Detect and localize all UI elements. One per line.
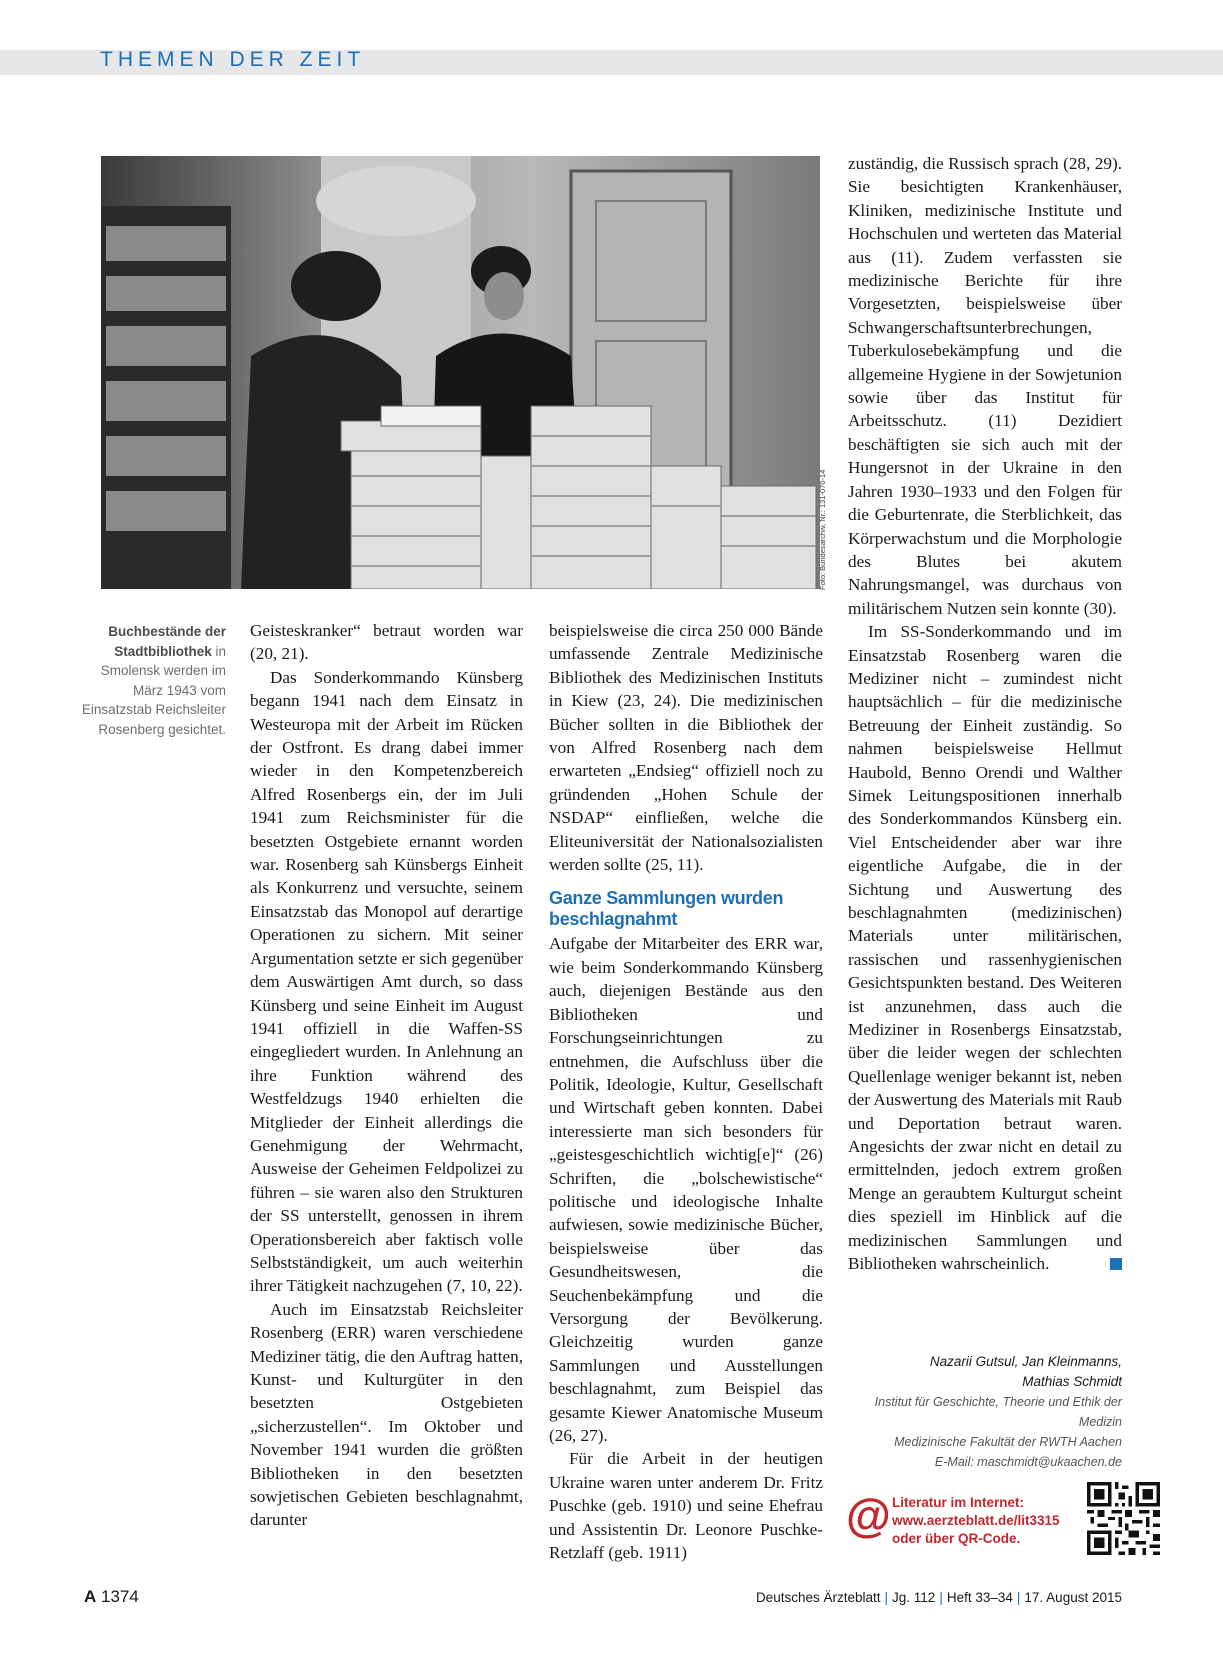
figure-caption xyxy=(78,622,226,739)
section-title: THEMEN DER ZEIT xyxy=(100,48,366,71)
article-column-2 xyxy=(549,619,823,1564)
literature-box xyxy=(846,1486,1086,1558)
page-prefix: A xyxy=(84,1587,97,1606)
literature-link[interactable]: www.aerzteblatt.de/lit3315 xyxy=(892,1513,1060,1528)
author-names xyxy=(848,1352,1122,1392)
archive-photo xyxy=(101,156,820,589)
caption-title: Buchbestände der Stadtbibliothek xyxy=(108,624,226,659)
paragraph: Für die Arbeit in der heutigen Ukraine waren unter anderem Dr. Fritz Puschke (geb. 1910) und seine Ehefrau und Assistentin Dr. Leonore Puschke-Retzlaff (geb. 1911) xyxy=(549,1449,823,1563)
journal-info xyxy=(756,1590,1122,1605)
page-number-value: 1374 xyxy=(101,1587,139,1606)
journal-date: 17. August 2015 xyxy=(1024,1590,1122,1605)
paragraph-final xyxy=(848,620,1122,1275)
author-line: Nazarii Gutsul, Jan Kleinmanns, xyxy=(929,1354,1122,1369)
literature-text xyxy=(892,1494,1060,1548)
literature-qr-note: oder über QR-Code. xyxy=(892,1531,1021,1546)
paragraph: Aufgabe der Mitarbeiter des ERR war, wie beim Sonderkommando Künsberg auch, diejenigen Bestände aus den Bibliotheken und Forschungseinrichtungen zu entnehmen, die Aufschluss über die Politik, Ideologie, Kultur, Gesellschaft und Wirtschaft geben konnten. Dabei interessierte man sich besonders für „geistesgeschichtlich wichtig[e]“ (26) Schriften, die „bolschewistische“ politische und ideologische Inhalte aufwiesen, sowie medizinische Bücher, beispielsweise über das Gesundheitswesen, die Seuchenbekämpfung und die Versorgung der Bevölkerung. Gleichzeitig wurden ganze Sammlungen und Ausstellungen beschlagnahmt, zum Beispiel das gesamte Kiewer Anatomische Museum (26, 27). xyxy=(549,934,823,1445)
article-column-3 xyxy=(848,152,1122,1276)
end-mark-icon xyxy=(1110,1258,1122,1270)
page-number xyxy=(84,1587,139,1607)
affiliation-line: Institut für Geschichte, Theorie und Ethik der Medizin xyxy=(874,1395,1122,1429)
subheading: Ganze Sammlungen wurden beschlagnahmt xyxy=(549,888,784,930)
separator: | xyxy=(939,1590,943,1605)
paragraph: Das Sonderkommando Künsberg begann 1941 nach dem Einsatz in Westeuropa mit der Arbeit im Rücken der Ostfront. Es drang dabei immer wieder in den Kompetenzbereich Alfred Rosenbergs ein, der im Juli 1941 zum Reichsminister für die besetzten Ostgebiete ernannt worden war. Rosenberg sah Künsbergs Einheit als Konkurrenz und versuchte, seinem Einsatzstab das Monopol auf derartige Operationen zu sichern. Mit seiner Argumentation setzte er sich gegenüber dem Auswärtigen Amt durch, so dass Künsberg und seine Einheit im August 1941 offiziell in die Waffen-SS eingegliedert wurden. In Anlehnung an ihre Funktion während des Westfeldzugs 1940 erhielten die Mitglieder der Einheit allerdings die Genehmigung der Wehrmacht, Ausweise der Geheimen Feldpolizei zu führen – sie waren also den Strukturen der SS unterstellt, genossen in ihrem Operationsbereich aber faktisch volle Selbstständigkeit, um auch weiterhin ihrer Tätigkeit nachzugehen (7, 10, 22). xyxy=(250,667,523,1296)
literature-label: Literatur im Internet: xyxy=(892,1495,1025,1510)
journal-issue: Heft 33–34 xyxy=(946,1590,1013,1605)
paragraph: beispielsweise die circa 250 000 Bände umfassende Zentrale Medizinische Bibliothek des Medizinischen Instituts in Kiew (23, 24). Die medizinischen Bücher sollten in die Bibliothek der von Alfred Rosenberg nach dem erwarteten „Endsieg“ offiziell noch zu gründenden „Hohen Schule der NSDAP“ einfließen, welche die Eliteuniversität der Nationalsozialisten werden sollte (25, 11). xyxy=(549,621,823,875)
paragraph-text: Im SS-Sonderkommando und im Einsatzstab Rosenberg waren die Mediziner nicht – zumindest nicht hauptsächlich – für die medizinische Betreuung der Einheit zuständig. So nahmen beispielsweise Hellmut Haubold, Benno Orendi und Walther Simek Leitungspositionen innerhalb des Sonderkommandos Künsberg ein. Viel Entscheidender aber war ihre eigentliche Aufgabe, die in der Sichtung und Auswertung des beschlagnahmten (medizinischen) Materials unter militärischen, rassischen und rassenhygienischen Gesichtspunkten bestand. Des Weiteren ist anzunehmen, dass auch die Mediziner in Rosenbergs Einsatzstab, über die leider wegen der schlechten Quellenlage weniger bekannt ist, neben der Auswertung des Materials mit Raub und Deportation betraut waren. Angesichts der zwar nicht en detail zu ermittelnden, jedoch extrem großen Menge an geraubtem Kulturgut scheint dies speziell im Hinblick auf die medizinischen Sammlungen und Bibliotheken wahrscheinlich. xyxy=(848,622,1122,1274)
author-affiliation xyxy=(830,1392,1122,1472)
journal-volume: Jg. 112 xyxy=(892,1590,936,1605)
caption-text: in Smolensk werden im März 1943 vom Einsatzstab Reichsleiter Rosenberg gesichtet. xyxy=(81,643,226,737)
journal-name: Deutsches Ärzteblatt xyxy=(755,1590,881,1605)
email-link[interactable]: E-Mail: maschmidt@ukaachen.de xyxy=(934,1455,1122,1469)
photo-credit: Foto: Bundesarchiv, Nr.: 131-070-14 xyxy=(818,469,827,590)
affiliation-line: Medizinische Fakultät der RWTH Aachen xyxy=(894,1435,1122,1449)
paragraph: Auch im Einsatzstab Reichsleiter Rosenberg (ERR) waren verschiedene Mediziner tätig, die den Auftrag hatten, Kunst- und Kulturgüter in den besetzten Ostgebieten „sicherzustellen“. Im Oktober und November 1941 wurden die größten Bibliotheken in den besetzten sowjetischen Gebieten beschlagnahmt, darunter xyxy=(250,1299,523,1530)
qr-code-icon[interactable] xyxy=(1087,1482,1160,1555)
photo-illustration xyxy=(101,156,820,589)
separator: | xyxy=(1016,1590,1021,1605)
separator: | xyxy=(884,1590,889,1605)
author-line: Mathias Schmidt xyxy=(1022,1374,1122,1389)
article-column-1 xyxy=(250,619,523,1532)
at-sign-icon: @ xyxy=(846,1489,891,1541)
paragraph: zuständig, die Russisch sprach (28, 29). Sie besichtigten Krankenhäuser, Kliniken, medizinische Institute und Hochschulen und werteten das Material aus (11). Zudem verfassten sie medizinische Berichte für ihre Vorgesetzten, beispielsweise über Schwangerschaftsunterbrechungen, Tuberkulosebekämpfung und die allgemeine Hygiene in der Sowjetunion sowie über das Institut für Arbeitsschutz. (11) Dezidiert beschäftigten sie sich auch mit der Hungersnot in der Ukraine in den Jahren 1930–1933 und den Folgen für die Geburtenrate, die Sterblichkeit, das Körperwachstum und die Morphologie des Blutes bei akutem Nahrungsmangel, was durchaus von militärischem Nutzen sein konnte (30). xyxy=(848,154,1122,618)
paragraph: Geisteskranker“ betraut worden war (20, 21). xyxy=(250,621,523,664)
